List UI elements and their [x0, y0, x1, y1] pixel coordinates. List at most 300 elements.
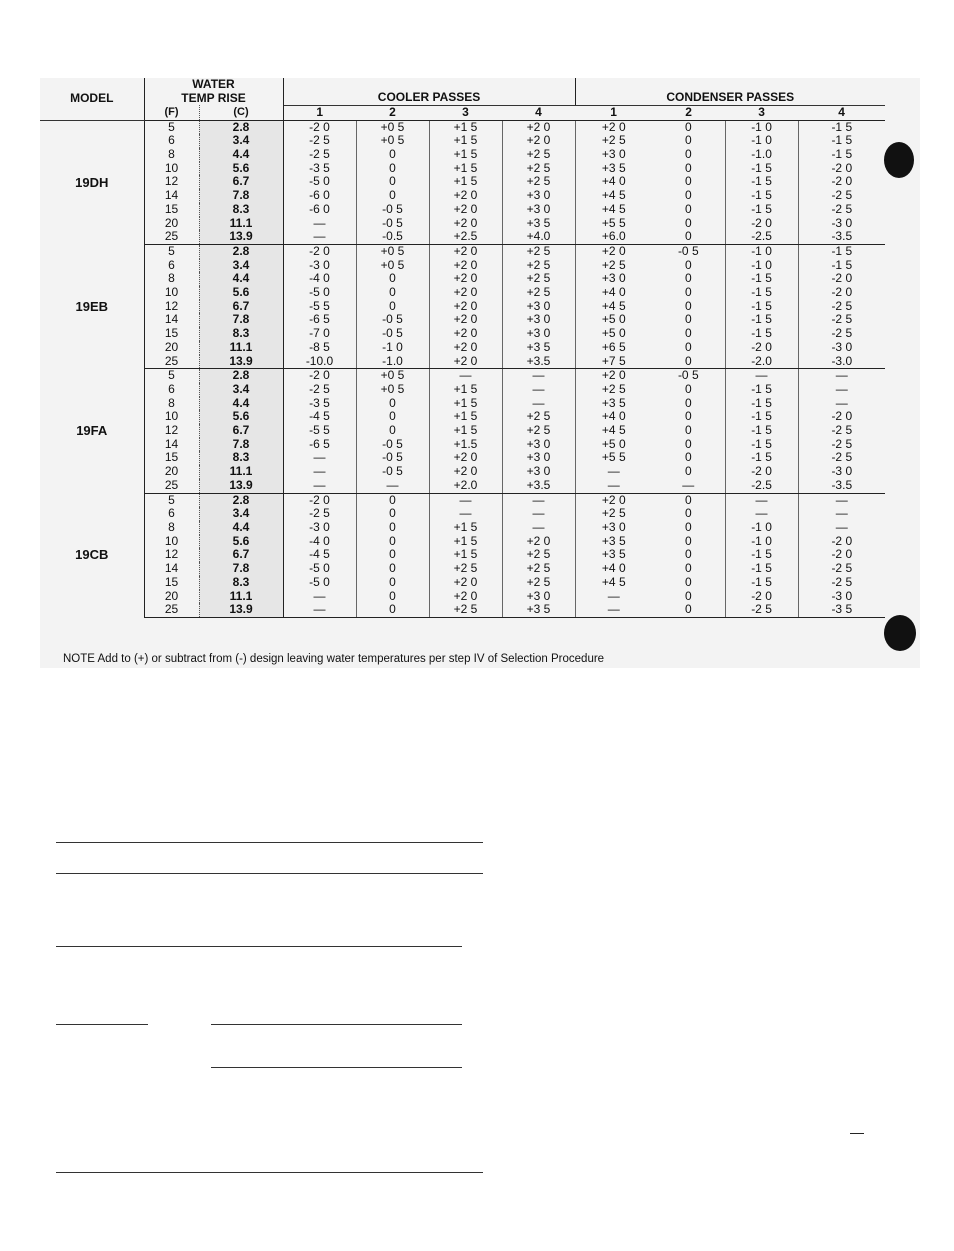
temp-rise-f: 25 [144, 355, 199, 369]
cooler-pass-3-value: +1 5 [429, 521, 502, 535]
temp-rise-f: 10 [164, 409, 179, 424]
condenser-pass-3-value: -2 0 [725, 590, 798, 604]
condenser-pass-1-value: — [575, 465, 652, 479]
table-row [40, 189, 885, 203]
condenser-pass-2-value: 0 [652, 397, 725, 411]
condenser-pass-3-value: -1 5 [725, 327, 798, 341]
condenser-pass-1-value: +2 0 [575, 493, 652, 507]
cooler-pass-3-value: +2 0 [429, 259, 502, 273]
condenser-pass-2-value: 0 [652, 535, 725, 549]
condenser-pass-4-value: -2 0 [831, 160, 853, 175]
cooler-pass-3-value: +2 0 [429, 451, 502, 465]
temp-rise-c: 5.6 [199, 535, 283, 549]
temp-rise-f: 25 [144, 479, 199, 493]
condenser-pass-2-value: 0 [652, 120, 725, 134]
cooler-pass-3-value: +2 0 [429, 327, 502, 341]
condenser-pass-1-value: +3 0 [575, 148, 652, 162]
temp-rise-f: 12 [164, 547, 179, 562]
condenser-pass-3-value: -1 5 [725, 189, 798, 203]
cooler-pass-4-value: +3 0 [502, 327, 575, 341]
cooler-pass-1-value: -2 0 [283, 493, 356, 507]
cooler-pass-3-value: +1 5 [429, 548, 502, 562]
condenser-pass-3-value: -1 0 [725, 244, 798, 258]
table-row [40, 465, 885, 479]
water-header-line1: WATER [192, 77, 235, 91]
condenser-pass-1-value: +2 0 [575, 244, 652, 258]
temp-rise-c: 4.4 [199, 397, 283, 411]
table-body [40, 120, 885, 617]
cooler-pass-4-value: +2 5 [502, 424, 575, 438]
condenser-pass-4-value: -1 5 [831, 243, 853, 258]
cooler-pass-3-value: +1 5 [429, 134, 502, 148]
cooler-pass-3-value: +2.0 [429, 479, 502, 493]
cooler-pass-1-value: -3 5 [283, 397, 356, 411]
condenser-pass-4-value: -2 5 [831, 201, 853, 216]
table-row [40, 493, 885, 507]
condenser-pass-4-value: -1 5 [831, 119, 853, 134]
cooler-pass-3-value: +1 5 [429, 175, 502, 189]
cooler-pass-1-value: -5 0 [283, 576, 356, 590]
cooler-pass-3-value: +1.5 [429, 438, 502, 452]
condenser-pass-1-value: — [575, 603, 652, 617]
temp-rise-f: 12 [164, 423, 179, 438]
condenser-pass-4-value: — [835, 368, 848, 383]
table-row [40, 313, 885, 327]
condenser-pass-4-value: -3 0 [831, 588, 853, 603]
condenser-pass-2-value: 0 [652, 148, 725, 162]
cooler-pass-3-value: +1 5 [429, 148, 502, 162]
condenser-pass-3-value: — [725, 493, 798, 507]
condenser-pass-1-value: +5 0 [575, 438, 652, 452]
condenser-pass-4-value: -1 5 [831, 147, 853, 162]
temp-rise-c: 7.8 [199, 562, 283, 576]
temp-rise-c: 3.4 [199, 259, 283, 273]
temp-rise-f: 6 [168, 506, 175, 521]
model-name: 19FA [40, 369, 144, 493]
cooler-pass-4-value: +2 0 [502, 134, 575, 148]
cooler-pass-2-value: 0 [356, 286, 429, 300]
condenser-pass-3-value: -1 5 [725, 548, 798, 562]
condenser-pass-1-value: +2 0 [575, 369, 652, 383]
temp-rise-f: 25 [144, 230, 199, 244]
table-row [40, 175, 885, 189]
table-row [40, 590, 885, 604]
condenser-pass-3-value: -1 5 [725, 300, 798, 314]
cooler-pass-3-value: +2 0 [429, 203, 502, 217]
condenser-pass-2-value: 0 [652, 424, 725, 438]
temp-rise-f: 25 [144, 603, 199, 617]
condenser-pass-4-value: -1 5 [831, 133, 853, 148]
cooler-pass-2-value: 0 [356, 189, 429, 203]
condenser-pass-1-value: +2 5 [575, 134, 652, 148]
cooler-pass-2-value: 0 [356, 507, 429, 521]
cooler-pass-2-value: 0 [356, 521, 429, 535]
condenser-pass-2-value: 0 [652, 217, 725, 231]
condenser-pass-1-header: 1 [575, 105, 652, 120]
condenser-pass-2-value: 0 [652, 327, 725, 341]
condenser-pass-2-value: 0 [652, 230, 725, 244]
condenser-pass-2-value: 0 [652, 603, 725, 617]
condenser-pass-1-value: +2 5 [575, 507, 652, 521]
temp-rise-c: 4.4 [199, 272, 283, 286]
table-row [40, 203, 885, 217]
model-name: 19DH [40, 120, 144, 244]
condenser-pass-3-value: -1 5 [725, 383, 798, 397]
temp-rise-f: 10 [164, 160, 179, 175]
cooler-pass-1-value: — [283, 603, 356, 617]
condenser-pass-4-value: -3.5 [798, 230, 885, 244]
cooler-pass-3-value: +1 5 [429, 162, 502, 176]
condenser-pass-3-value: -1 5 [725, 203, 798, 217]
condenser-pass-4-value: -3 5 [798, 603, 885, 617]
cooler-pass-4-value: +3 0 [502, 313, 575, 327]
temp-rise-c: 7.8 [199, 438, 283, 452]
cooler-pass-1-value: -7 0 [283, 327, 356, 341]
blank-rule-3 [56, 946, 462, 947]
cooler-pass-4-value: +3 0 [502, 590, 575, 604]
condenser-pass-2-value: 0 [652, 272, 725, 286]
table-row [40, 383, 885, 397]
temp-rise-f: 6 [168, 133, 175, 148]
temp-rise-c: 7.8 [199, 189, 283, 203]
table-row [40, 369, 885, 383]
condenser-pass-2-value: -0 5 [652, 369, 725, 383]
condenser-pass-4-value: -3 0 [831, 464, 853, 479]
cooler-pass-1-value: — [283, 590, 356, 604]
cooler-pass-3-value: +2 0 [429, 300, 502, 314]
temp-rise-f: 15 [164, 326, 179, 341]
condenser-passes-header: CONDENSER PASSES [575, 78, 885, 105]
cooler-pass-1-value: -3 0 [283, 259, 356, 273]
condenser-pass-4-value: -3.0 [798, 355, 885, 369]
condenser-pass-2-value: 0 [652, 162, 725, 176]
cooler-pass-1-value: — [283, 451, 356, 465]
cooler-pass-4-value: — [502, 493, 575, 507]
condenser-pass-2-value: 0 [652, 410, 725, 424]
condenser-pass-3-value: -2 5 [725, 603, 798, 617]
cooler-pass-1-value: -8 5 [283, 341, 356, 355]
condenser-pass-3-value: -1 5 [725, 410, 798, 424]
condenser-pass-2-value: 0 [652, 548, 725, 562]
cooler-pass-2-value: 0 [356, 603, 429, 617]
cooler-pass-2-value: 0 [356, 175, 429, 189]
condenser-pass-4-value: -2 0 [831, 547, 853, 562]
cooler-pass-4-value: +3 5 [502, 341, 575, 355]
blank-rule-4b [211, 1024, 462, 1025]
table-row [40, 576, 885, 590]
condenser-pass-4-value: -2 5 [831, 423, 853, 438]
condenser-pass-1-value: +3 0 [575, 272, 652, 286]
temp-rise-c: 6.7 [199, 175, 283, 189]
cooler-pass-4-value: +2 5 [502, 410, 575, 424]
punch-hole-bottom [884, 615, 916, 651]
temp-rise-c: 3.4 [199, 134, 283, 148]
cooler-pass-4-value: +2 5 [502, 286, 575, 300]
condenser-pass-2-value: 0 [652, 286, 725, 300]
cooler-pass-3-value: +2 0 [429, 217, 502, 231]
condenser-pass-1-value: +4 0 [575, 175, 652, 189]
condenser-pass-2-value: 0 [652, 134, 725, 148]
condenser-pass-2-value: 0 [652, 313, 725, 327]
condenser-pass-4-value: -2 5 [831, 450, 853, 465]
condenser-pass-4-value: -2 5 [831, 298, 853, 313]
temp-rise-c: 8.3 [199, 327, 283, 341]
punch-hole-top [884, 142, 914, 178]
condenser-pass-3-value: -2 0 [725, 341, 798, 355]
cooler-pass-1-value: -6 0 [283, 189, 356, 203]
cooler-pass-1-value: -4 5 [283, 410, 356, 424]
temp-rise-f: 10 [164, 533, 179, 548]
cooler-pass-4-value: +2 5 [502, 576, 575, 590]
cooler-pass-1-value: -5 5 [283, 424, 356, 438]
cooler-pass-4-value: — [502, 397, 575, 411]
table-row [40, 603, 885, 617]
table-row [40, 134, 885, 148]
condenser-pass-3-value: — [725, 507, 798, 521]
condenser-pass-1-value: +4 0 [575, 286, 652, 300]
cooler-pass-1-value: -2 0 [283, 369, 356, 383]
temp-rise-c: 8.3 [199, 451, 283, 465]
cooler-pass-3-value: +2 5 [429, 603, 502, 617]
table-row [40, 244, 885, 258]
condenser-pass-4-value: -3 0 [831, 215, 853, 230]
condenser-pass-2-value: 0 [652, 493, 725, 507]
cooler-pass-2-value: -0 5 [356, 465, 429, 479]
blank-rule-4a [56, 1024, 148, 1025]
cooler-pass-3-value: +1 5 [429, 120, 502, 134]
temp-rise-c: 5.6 [199, 410, 283, 424]
cooler-pass-2-value: -1 0 [356, 341, 429, 355]
cooler-pass-4-value: +3 0 [502, 465, 575, 479]
condenser-pass-1-value: +5 5 [575, 217, 652, 231]
temp-rise-f: 6 [168, 257, 175, 272]
cooler-pass-2-value: +0 5 [356, 120, 429, 134]
condenser-pass-3-value: -1.0 [725, 148, 798, 162]
table-row [40, 397, 885, 411]
model-name: 19CB [40, 493, 144, 617]
cooler-pass-2-value: 0 [356, 162, 429, 176]
temp-rise-f: 5 [168, 243, 175, 258]
cooler-pass-1-value: -2 5 [283, 383, 356, 397]
cooler-pass-3-value: +1 5 [429, 410, 502, 424]
cooler-pass-1-value: -5 0 [283, 286, 356, 300]
cooler-pass-3-value: +2 0 [429, 189, 502, 203]
cooler-pass-3-value: — [429, 369, 502, 383]
condenser-pass-1-value: +6 5 [575, 341, 652, 355]
condenser-pass-1-value: +5 5 [575, 451, 652, 465]
cooler-pass-4-value: — [502, 369, 575, 383]
temp-rise-c: 3.4 [199, 507, 283, 521]
temp-rise-f: 8 [168, 271, 175, 286]
table-row [40, 424, 885, 438]
condenser-pass-1-value: +4 0 [575, 410, 652, 424]
cooler-pass-4-value: +2 5 [502, 148, 575, 162]
cooler-pass-2-value: +0 5 [356, 134, 429, 148]
temp-rise-f: 8 [168, 147, 175, 162]
cooler-pass-3-value: +1 5 [429, 383, 502, 397]
cooler-passes-header: COOLER PASSES [283, 78, 575, 105]
temp-rise-c: 13.9 [199, 603, 283, 617]
table-row [40, 300, 885, 314]
temp-rise-f: 8 [168, 395, 175, 410]
table-row [40, 327, 885, 341]
condenser-pass-3-value: -1 5 [725, 397, 798, 411]
cooler-pass-2-value: 0 [356, 148, 429, 162]
cooler-pass-2-value: 0 [356, 410, 429, 424]
cooler-pass-4-value: +2 5 [502, 272, 575, 286]
cooler-pass-4-value: +2 5 [502, 562, 575, 576]
condenser-pass-2-value: 0 [652, 521, 725, 535]
margin-dash: — [850, 1124, 864, 1140]
cooler-pass-4-value: +4.0 [502, 230, 575, 244]
cooler-pass-2-value: 0 [356, 493, 429, 507]
model-name: 19EB [40, 244, 144, 368]
cooler-pass-3-value: +2 0 [429, 576, 502, 590]
condenser-pass-4-value: — [835, 381, 848, 396]
cooler-pass-4-value: +2 5 [502, 162, 575, 176]
condenser-pass-4-value: — [835, 520, 848, 534]
condenser-pass-2-value: 0 [652, 438, 725, 452]
cooler-pass-2-value: +0 5 [356, 369, 429, 383]
condenser-pass-1-value: +3 5 [575, 548, 652, 562]
condenser-pass-1-value: +3 5 [575, 397, 652, 411]
cooler-pass-4-value: +3 0 [502, 189, 575, 203]
condenser-pass-3-value: -1 5 [725, 162, 798, 176]
temp-rise-f: 12 [164, 174, 179, 189]
cooler-pass-2-value: 0 [356, 397, 429, 411]
table-row [40, 286, 885, 300]
condenser-pass-3-value: -1 0 [725, 120, 798, 134]
table-row [40, 341, 885, 355]
condenser-pass-3-value: -2.5 [725, 479, 798, 493]
cooler-pass-1-value: -4 0 [283, 535, 356, 549]
cooler-pass-1-value: -2 0 [283, 120, 356, 134]
temp-rise-c: 11.1 [199, 217, 283, 231]
cooler-pass-4-value: +3.5 [502, 479, 575, 493]
cooler-pass-2-value: -0 5 [356, 313, 429, 327]
cooler-pass-3-value: +2 0 [429, 341, 502, 355]
temp-rise-f: 5 [168, 492, 175, 507]
cooler-pass-1-value: -2 0 [283, 244, 356, 258]
temp-rise-c: 2.8 [199, 120, 283, 134]
temp-rise-f: 15 [164, 450, 179, 465]
temp-rise-f: 20 [164, 588, 179, 603]
temp-rise-f: 14 [164, 312, 179, 327]
condenser-pass-3-value: -2 0 [725, 217, 798, 231]
condenser-pass-2-value: 0 [652, 189, 725, 203]
condenser-pass-3-value: -1 5 [725, 576, 798, 590]
temp-rise-c: 2.8 [199, 244, 283, 258]
temp-rise-f: 6 [168, 381, 175, 396]
condenser-pass-3-value: -1 0 [725, 134, 798, 148]
cooler-pass-4-value: +3 0 [502, 451, 575, 465]
cooler-pass-4-value: +3.5 [502, 355, 575, 369]
temp-rise-c: 8.3 [199, 203, 283, 217]
model-header: MODEL [40, 78, 144, 120]
temp-rise-c: 13.9 [199, 479, 283, 493]
condenser-pass-1-value: +5 0 [575, 313, 652, 327]
condenser-pass-3-value: -1 5 [725, 175, 798, 189]
condenser-pass-3-value: -2.0 [725, 355, 798, 369]
condenser-pass-1-value: +3 5 [575, 535, 652, 549]
condenser-pass-3-value: -1 5 [725, 313, 798, 327]
table-row [40, 521, 885, 535]
temp-rise-c: 2.8 [199, 369, 283, 383]
temp-rise-f: 14 [164, 561, 179, 576]
condenser-pass-1-value: +7 5 [575, 355, 652, 369]
cooler-pass-2-value: 0 [356, 424, 429, 438]
table-row [40, 507, 885, 521]
condenser-pass-2-header: 2 [652, 105, 725, 120]
cooler-pass-3-value: +2 5 [429, 562, 502, 576]
temp-rise-c: 11.1 [199, 341, 283, 355]
cooler-pass-4-value: +2 5 [502, 548, 575, 562]
temp-rise-f: 10 [164, 285, 179, 300]
cooler-pass-2-value: -0.5 [356, 230, 429, 244]
condenser-pass-4-value: -2 0 [831, 409, 853, 424]
temp-rise-f: 20 [164, 339, 179, 354]
cooler-pass-1-value: -10.0 [283, 355, 356, 369]
condenser-pass-1-value: +4 5 [575, 300, 652, 314]
condenser-pass-3-value: -1 5 [725, 438, 798, 452]
cooler-pass-3-header: 3 [429, 105, 502, 120]
temp-rise-f: 5 [168, 368, 175, 383]
condenser-pass-2-value: 0 [652, 203, 725, 217]
temp-rise-c: 11.1 [199, 465, 283, 479]
condenser-pass-2-value: 0 [652, 341, 725, 355]
condenser-pass-3-value: -1 0 [725, 521, 798, 535]
cooler-pass-2-value: 0 [356, 590, 429, 604]
cooler-pass-4-value: +2 0 [502, 120, 575, 134]
condenser-pass-1-value: +4 5 [575, 203, 652, 217]
condenser-pass-1-value: — [575, 590, 652, 604]
cooler-pass-3-value: +1 5 [429, 535, 502, 549]
condenser-pass-2-value: 0 [652, 259, 725, 273]
cooler-pass-2-value: +0 5 [356, 259, 429, 273]
condenser-pass-1-value: — [575, 479, 652, 493]
cooler-pass-4-value: +3 5 [502, 603, 575, 617]
cooler-pass-4-value: +2 0 [502, 535, 575, 549]
condenser-pass-1-value: +6.0 [575, 230, 652, 244]
condenser-pass-3-header: 3 [725, 105, 798, 120]
temp-rise-c: 5.6 [199, 162, 283, 176]
cooler-pass-1-value: -4 0 [283, 272, 356, 286]
cooler-pass-3-value: +1 5 [429, 397, 502, 411]
condenser-pass-2-value: 0 [652, 465, 725, 479]
table-row [40, 259, 885, 273]
temp-rise-c: 4.4 [199, 521, 283, 535]
table-row [40, 451, 885, 465]
condenser-pass-2-value: 0 [652, 300, 725, 314]
cooler-pass-2-value: -0 5 [356, 217, 429, 231]
cooler-pass-1-value: -5 5 [283, 300, 356, 314]
temp-rise-c: 3.4 [199, 383, 283, 397]
condenser-pass-4-value: -2 5 [831, 326, 853, 341]
temp-rise-c: 6.7 [199, 548, 283, 562]
cooler-pass-2-header: 2 [356, 105, 429, 120]
cooler-pass-4-value: — [502, 507, 575, 521]
condenser-pass-3-value: — [725, 369, 798, 383]
cooler-pass-1-value: -5 0 [283, 562, 356, 576]
table-row [40, 162, 885, 176]
cooler-pass-1-value: -6 0 [283, 203, 356, 217]
condenser-pass-3-value: -1 5 [725, 286, 798, 300]
condenser-pass-3-value: -1 5 [725, 424, 798, 438]
water-header-line2: TEMP RISE [181, 90, 246, 105]
cooler-pass-4-value: — [502, 521, 575, 535]
water-temp-rise-header [144, 78, 283, 105]
cooler-pass-1-value: -6 5 [283, 438, 356, 452]
